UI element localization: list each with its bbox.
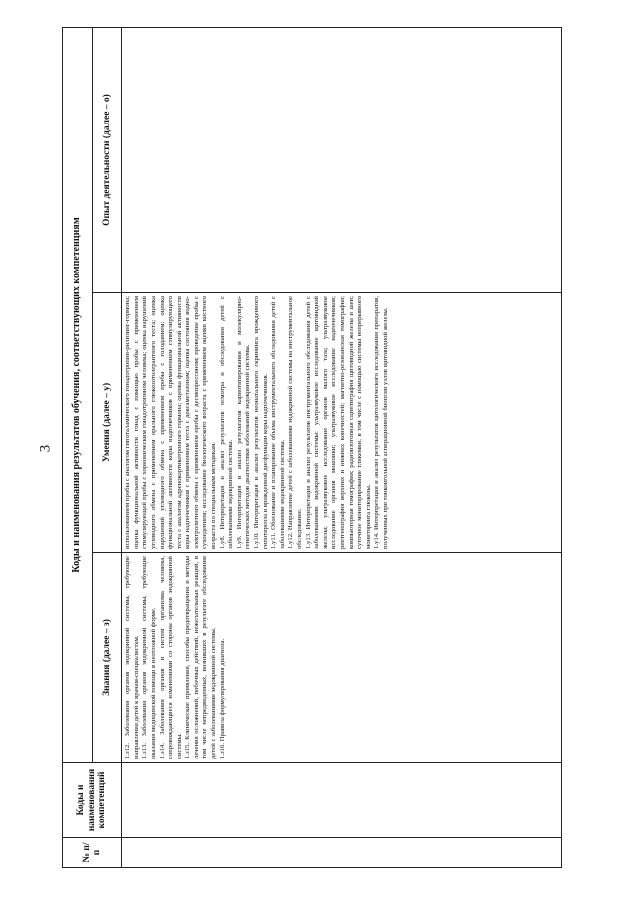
header-knowledge: Знания (далее – з) [92,553,122,763]
knowledge-item: 1.з15. Клинические проявления, способы предотвращения и методы лечения осложнений, побочных действий, нежелательных реакций, в том числе непредвиденных, возникших в результате обследования детей с заболеваниями эндокринной системы. [184,556,218,759]
skill-item: 1.у11. Обоснование и планирование объема инструментального обследования детей с заболеваниями эндокринной системы. [270,296,286,549]
knowledge-item: 1.з14. Заболевания органов и систем организма человека, сопровождающиеся изменениями со стороны органов эндокринной системы. [158,556,183,759]
skill-item: 1.у8. Интерпретация и анализ результатов осмотра и обследования детей с заболеваниями эндокринной системы. [218,296,235,549]
knowledge-item: 1.з13. Заболевания органов эндокринной системы, требующие оказания медицинской помощи в неотложной форме. [141,556,157,759]
header-codes: Коды и наименования компетенций [63,763,122,838]
table-row [122,28,562,868]
skill-item: 1.у10. Интерпретация и анализ результатов неонатального скрининга врожденного гипотиреоза и врожденной дисфункции коры надпочечников. [253,296,269,549]
header-results-group: Коды и наименования результатов обучения, соответствующих компетенциям [63,28,93,763]
competency-table [62,27,562,868]
knowledge-item: 1.з12. Заболевания органов эндокринной системы, требующие направления детей к врачам-специалистам. [124,556,140,759]
cell-experience [122,28,562,293]
skill-item: 1.у12. Направление детей с заболеваниями эндокринной системы на инструментальное обследование. [287,296,303,549]
cell-number [122,838,562,868]
header-number: № п/п [63,838,122,868]
header-experience: Опыт деятельности (далее – о) [92,28,122,293]
skill-item: использованием пробы с аналогом гипоталамического гонадотропин-рилизинг-гормона; оценка функциональной активности гонад с помощью пробы с применением стимулирующей пробы с хорионическим гонадотропином человека; оценка нарушений углеводного обмена с применением орального глюкозотолерантного теста; оценка нарушений углеводного обмена с применением пробы с голоданием; оценка функциональной активности коры надпочечников с применением стимулирующего теста с аналогом адренокортикотропного гормона; оценка функциональной активности коры надпочечников с применением теста с дексаметазоном; оценка состояния водно-электролитного обмена с применением пробы с десмопрессином; проведение пробы с сухоедением; исследование биологического возраста с применением оценки костного возраста по специальным методикам. [124,296,218,549]
competency-table-page [62,28,562,868]
cell-knowledge [122,553,562,763]
skill-item: 1.у13. Интерпретация и анализ результатов инструментального обследования детей с заболеваниями эндокринной системы: ультразвуковое исследование щитовидной железы; ультразвуковое исследование органов малого таза; ультразвуковое исследование органов мошонки; ультразвуковое исследование надпочечников; рентгенография верхних и нижних конечностей; магнитно-резонансная томография; компьютерная томография; радиоизотопная сцинтиграфия щитовидной железы и шеи; суточное мониторирование гликемии, в том числе с помощью системы непрерывного мониторинга глюкозы. [304,296,372,549]
skill-item: 1.у9. Интерпретация и анализ результатов кариотипирования и молекулярно-генетических методов диагностики заболеваний эндокринной системы. [235,296,252,549]
page-number: 3 [37,444,54,453]
knowledge-item: 1.з16. Правила формулирования диагноза. [218,638,226,759]
skill-item: 1.у14. Интерпретация и анализ результатов цитологического исследования препаратов, полученных при тонкоигольной аспирационной биопсии узлов щитовидной железы. [373,296,389,549]
header-skills: Умения (далее – у) [92,293,122,553]
cell-codes [122,763,562,838]
table-header-row-2 [92,28,122,868]
table-header-row-1 [63,28,93,868]
cell-skills [122,293,562,553]
